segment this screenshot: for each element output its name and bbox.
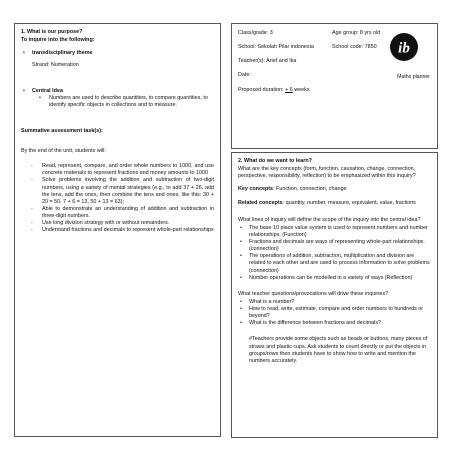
inquiry-line-text: Fractions and decimals are ways of representing whole-part relationships. (connection) [249, 239, 425, 253]
purpose-heading: 1. What is our purpose? [21, 29, 83, 35]
central-idea-item [21, 88, 214, 95]
teachers: Teacher(s): Arief and Ika [238, 58, 297, 65]
dash-marker: - [31, 220, 33, 227]
task-item [21, 163, 214, 177]
lines-of-inquiry-question: What lines of inquiry will define the scope of the inquiry into the central idea? [238, 216, 421, 223]
date-field: Date: [238, 72, 251, 79]
school-name: School: Sekolah Pilar indonesia [238, 44, 314, 51]
bullet-icon: • [240, 306, 242, 312]
bullet-icon: • [240, 253, 242, 260]
bullet-icon: • [240, 298, 242, 305]
inquiry-line-text: The operations of addition, subtraction, multiplication and division are related to each other and are used to process information to solve problems (connection) [249, 253, 430, 274]
ib-logo-text: ib [398, 40, 410, 57]
task-text: Read, represent, compare, and order whole numbers to 1000, and use concrete materials to represent fractions and money amounts to 1000 [42, 163, 214, 177]
teacher-question [238, 299, 431, 306]
summative-heading: Summative assessment task(s): [21, 127, 103, 134]
duration-prefix: Proposed duration: [238, 86, 286, 93]
inquiry-line [238, 253, 431, 274]
dash-marker: - [31, 163, 33, 170]
task-text: Use long division strategy with or without remainders. [42, 220, 170, 227]
inquiry-line-text: Number operations can be modelled in a variety of ways (Reflection) [249, 274, 413, 281]
task-text: Able to demonstrate an understanding of addition and subtraction in three-digit numbers. [42, 205, 214, 219]
proposed-duration [238, 87, 431, 94]
maths-planner-label: Maths planner [397, 74, 430, 80]
teacher-questions-question: What teacher questions/provocations will drive these inquiries? [238, 290, 389, 297]
theme-label: transdisciplinary theme [32, 50, 93, 57]
bullet-icon: • [240, 274, 242, 281]
teacher-question [238, 320, 431, 327]
key-concepts-label: Key concepts [238, 186, 274, 193]
teacher-question-text: What is the difference between fractions and decimals? [249, 320, 382, 327]
dash-marker: - [31, 205, 33, 212]
bullet-icon: • [23, 87, 25, 94]
theme-item [21, 50, 214, 57]
bullet-icon: • [240, 239, 242, 245]
task-item [21, 206, 214, 220]
key-concepts-text: : Function, connection, change [273, 186, 347, 193]
duration-value: + 6 [285, 86, 293, 93]
task-text: Understand fractions and decimals to represent whole-part relationships [42, 227, 214, 234]
inquiry-line [238, 239, 431, 253]
related-concepts-text: : quantity, number, measure, equivalent, value, fractions [282, 199, 416, 206]
task-text: Solve problems involving the addition and subtraction of two-digit numbers, using a variety of mental strategies (e.g., to add 37 + 26, add the tens, add the ones, then combine the tens and ones, like this: 30 + 20 = 50, 7 + 6 = 13, 50 + 13 = 63); [42, 177, 214, 205]
key-concepts [238, 186, 431, 193]
purpose-panel [14, 23, 221, 437]
task-item [21, 227, 214, 234]
central-idea-label: Central Idea [32, 87, 63, 94]
inquire-heading: To inquire into the following: [21, 37, 95, 44]
teacher-question-text: What is a number? [249, 298, 295, 305]
bullet-icon: • [240, 224, 242, 231]
related-concepts-label: Related concepts [238, 199, 283, 206]
teacher-question [238, 306, 431, 320]
age-group: Age group: 8 yrs old [332, 30, 381, 36]
central-idea-row [21, 95, 214, 109]
inquiry-line-text: The base 10 place value system is used to represent numbers and number relationships. (Function) [249, 224, 428, 238]
bullet-icon: • [39, 94, 41, 101]
inquiry-line [238, 225, 431, 239]
task-item [21, 220, 214, 227]
learn-panel [231, 152, 438, 438]
key-concepts-question: What are the key concepts (form, function, causation, change, connection, perspective, responsibility, reflection) to be emphasized within this inquiry? [238, 166, 416, 180]
task-item [21, 177, 214, 206]
strand-text: Strand: Numeration [32, 62, 79, 69]
teachers-note: #Teachers provide some objects such as beads or buttons, many pieces of straws and plastic cups. Ask students to count directly or put the objects in groups/rows then students have to show how to write and mention the numbers accurately. [249, 336, 428, 364]
related-concepts [238, 200, 431, 207]
teacher-question-text: How to read, write, estimate, compare and order numbers to hundreds or beyond? [249, 306, 424, 320]
school-code: School code: 7850 [332, 44, 377, 51]
dash-marker: - [31, 227, 33, 234]
class-grade: Class/grade: 3 [238, 30, 273, 36]
duration-suffix: weeks [292, 86, 310, 93]
central-idea-text: Numbers are used to describe quantities, to compare quantities, to identify specific objects in collections and to measure. [49, 94, 208, 108]
end-of-unit-text: By the end of the unit, students will: [21, 148, 106, 154]
dash-marker: - [31, 177, 33, 184]
bullet-icon: • [240, 320, 242, 327]
bullet-icon: • [23, 50, 25, 57]
ib-logo-icon [389, 32, 419, 62]
info-panel [231, 23, 438, 149]
learn-heading: 2. What do we want to learn? [238, 158, 312, 164]
inquiry-line [238, 275, 431, 282]
